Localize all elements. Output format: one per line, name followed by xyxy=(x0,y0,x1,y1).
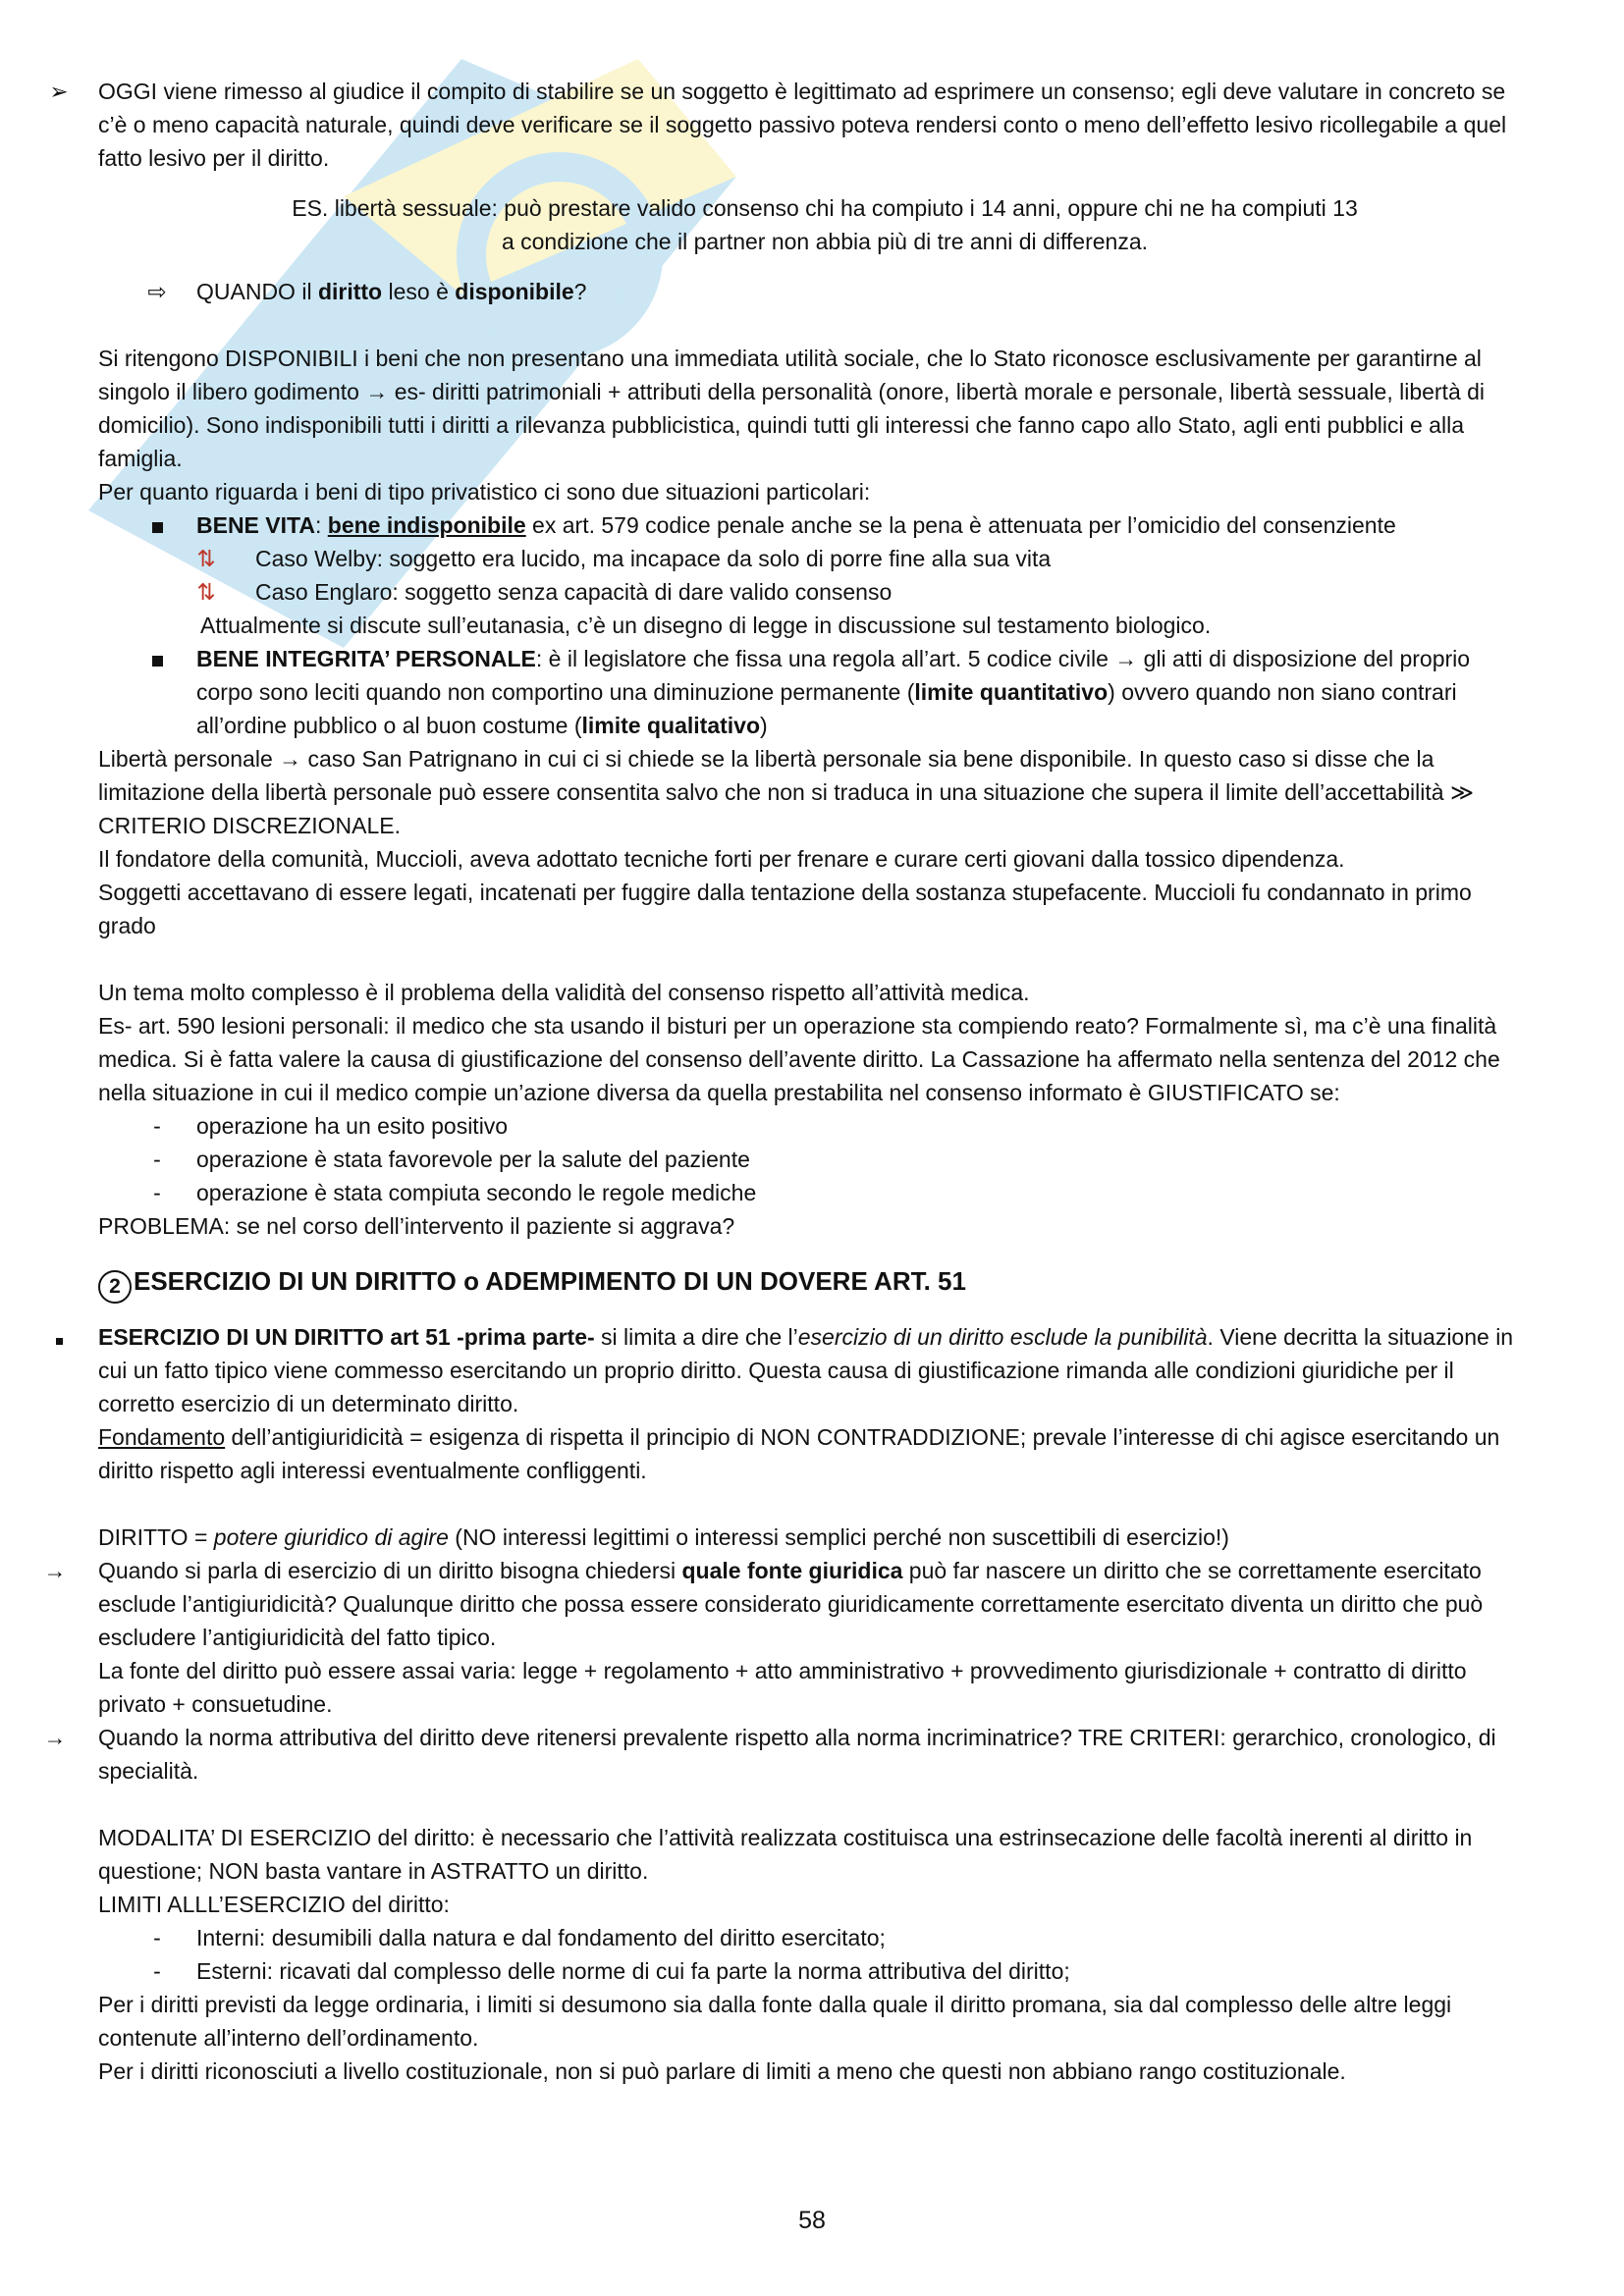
fonte-list: La fonte del diritto può essere assai varia: legge + regolamento + atto amministrativo + provvedimento giurisdizionale + contratto di diritto privato + consuetudine. xyxy=(98,1658,1467,1717)
esercizio-item: ESERCIZIO DI UN DIRITTO art 51 -prima parte- si limita a dire che l’esercizio di un diritto esclude la punibilità. Viene decritta la situazione in cui un fatto tipico viene commesso esercitando un proprio diritto. Questa causa di giustificazione rimanda alle condizioni giuridiche per il corretto esercizio di un determinato diritto. xyxy=(98,1320,1532,1420)
square-bullet-icon xyxy=(145,508,169,542)
caso-englaro: ⇅ Caso Englaro: soggetto senza capacità di dare valido consenso xyxy=(98,575,1532,609)
hollow-arrow-icon: ⇨ xyxy=(147,279,167,304)
caso-welby: ⇅ Caso Welby: soggetto era lucido, ma incapace da solo di porre fine alla sua vita xyxy=(98,542,1532,575)
dash-item: - operazione è stata favorevole per la salute del paziente xyxy=(153,1147,750,1172)
dash-item: - operazione ha un esito positivo xyxy=(153,1113,509,1139)
bene-integrita-item: BENE INTEGRITA’ PERSONALE: è il legislatore che fissa una regola all’art. 5 codice civile → gli atti di disposizione del proprio corpo sono leciti quando non comportino una diminuzione permanente (limite quantitativo) ovvero quando non siano contrari all’ordine pubblico o al buon costume (limite qualitativo) xyxy=(98,642,1532,742)
costituzionali-paragraph: Per i diritti riconosciuti a livello costituzionale, non si può parlare di limiti a meno che questi non abbiano rango costituzionale. xyxy=(98,2058,1346,2084)
right-arrow-icon: → xyxy=(43,1725,67,1750)
sort-arrows-icon: ⇅ xyxy=(196,546,216,571)
fonte-item: → Quando si parla di esercizio di un diritto bisogna chiedersi quale fonte giuridica può far nascere un diritto che se correttamente esercitato esclude l’antigiuridicità? Qualunque diritto che possa essere considerato giuridicamente correttamente esercitato diventa un diritto che può escludere l’antigiuridicità del fatto tipico. xyxy=(98,1554,1532,1654)
liberta-paragraph: Libertà personale → caso San Patrignano in cui ci si chiede se la libertà personale sia bene disponibile. In questo caso si disse che la limitazione della libertà personale può essere consentita salvo che non si traduca in una situazione che supera il limite dell’accettabilità ≫ CRITERIO DISCREZIONALE. xyxy=(98,746,1475,838)
document-page xyxy=(43,75,1532,2088)
privatistico-intro: Per quanto riguarda i beni di tipo privatistico ci sono due situazioni particolari: xyxy=(98,479,871,505)
square-bullet-icon xyxy=(145,642,169,675)
muccioli-line-1: Il fondatore della comunità, Muccioli, aveva adottato tecniche forti per frenare e curare certi giovani dalla tossico dipendenza. xyxy=(98,846,1345,872)
norma-item: → Quando la norma attributiva del diritto deve ritenersi prevalente rispetto alla norma incriminatrice? TRE CRITERI: gerarchico, cronologico, di specialità. xyxy=(98,1721,1532,1788)
page-number: 58 xyxy=(798,2207,826,2234)
dash-item: - Esterni: ricavati dal complesso delle norme di cui fa parte la norma attributiva del diritto; xyxy=(153,1958,1070,1984)
right-arrow-icon: → xyxy=(43,1558,67,1583)
es-line-1: ES. libertà sessuale: può prestare valido consenso chi ha compiuto i 14 anni, oppure chi ne ha compiuti 13 xyxy=(292,195,1358,221)
arrow-bullet-icon: ➢ xyxy=(49,79,69,104)
section-heading: 2 ESERCIZIO DI UN DIRITTO o ADEMPIMENTO DI UN DOVERE ART. 51 xyxy=(98,1259,1532,1304)
modalita-paragraph: MODALITA’ DI ESERCIZIO del diritto: è necessario che l’attività realizzata costituisca una estrinsecazione delle facoltà inerenti al diritto in questione; NON basta vantare in ASTRATTO un diritto. xyxy=(98,1825,1473,1884)
oggi-text: OGGI viene rimesso al giudice il compito di stabilire se un soggetto è legittimato ad esprimere un consenso; egli deve valutare in concreto se c’è o meno capacità naturale, quindi deve verificare se il soggetto passivo poteva rendersi conto o meno dell’effetto lesivo ricollegabile a quel fatto lesivo per il diritto. xyxy=(98,79,1507,171)
ordinari-paragraph: Per i diritti previsti da legge ordinaria, i limiti si desumono sia dalla fonte dalla quale il diritto promana, sia dal complesso delle altre leggi contenute all’interno dell’ordinamento. xyxy=(98,1992,1452,2051)
medica-paragraph: Es- art. 590 lesioni personali: il medico che sta usando il bisturi per un operazione sta compiendo reato? Formalmente sì, ma c’è una finalità medica. Si è fatta valere la causa di giustificazione del consenso dell’avente diritto. La Cassazione ha affermato nella sentenza del 2012 che nella situazione in cui il medico compie un’azione diversa da quella prestabilita nel consenso informato è GIUSTIFICATO se: xyxy=(98,1013,1500,1105)
problema-line: PROBLEMA: se nel corso dell’intervento il paziente si aggrava? xyxy=(98,1213,735,1239)
dash-item: - operazione è stata compiuta secondo le regole mediche xyxy=(153,1180,757,1205)
oggi-paragraph xyxy=(49,75,1532,175)
medica-intro: Un tema molto complesso è il problema della validità del consenso rispetto all’attività medica. xyxy=(98,980,1030,1005)
quando-line: ⇨ QUANDO il diritto leso è disponibile? xyxy=(98,275,1532,308)
sort-arrows-icon: ⇅ xyxy=(196,579,216,605)
small-square-bullet-icon xyxy=(47,1320,71,1354)
dash-item: - Interni: desumibili dalla natura e dal fondamento del diritto esercitato; xyxy=(153,1925,886,1950)
fondamento-line: Fondamento dell’antigiuridicità = esigenza di rispetta il principio di NON CONTRADDIZIONE; prevale l’interesse di chi agisce esercitando un diritto rispetto agli interessi eventualmente confliggenti. xyxy=(98,1424,1500,1483)
eutanasia-line: Attualmente si discute sull’eutanasia, c’è un disegno di legge in discussione sul testamento biologico. xyxy=(200,613,1212,638)
muccioli-line-2: Soggetti accettavano di essere legati, incatenati per fuggire dalla tentazione della sostanza stupefacente. Muccioli fu condannato in primo grado xyxy=(98,880,1472,938)
disponibili-paragraph: Si ritengono DISPONIBILI i beni che non presentano una immediata utilità sociale, che lo Stato riconosce esclusivamente per garantirne al singolo il libero godimento → es- diritti patrimoniali + attributi della personalità (onore, libertà morale e personale, libertà sessuale, libertà di domicilio). Sono indisponibili tutti i diritti a rilevanza pubblicistica, quindi tutti gli interessi che fanno capo allo Stato, agli enti pubblici e alla famiglia. xyxy=(98,346,1486,471)
diritto-definition: DIRITTO = potere giuridico di agire (NO interessi legittimi o interessi semplici perché non suscettibili di esercizio!) xyxy=(98,1524,1229,1550)
limiti-title: LIMITI ALLL’ESERCIZIO del diritto: xyxy=(98,1892,450,1917)
circled-number: 2 xyxy=(98,1270,132,1304)
es-line-2: a condizione che il partner non abbia più di tre anni di differenza. xyxy=(501,229,1149,254)
bene-vita-item: BENE VITA: bene indisponibile ex art. 579 codice penale anche se la pena è attenuata per l’omicidio del consenziente xyxy=(98,508,1532,542)
